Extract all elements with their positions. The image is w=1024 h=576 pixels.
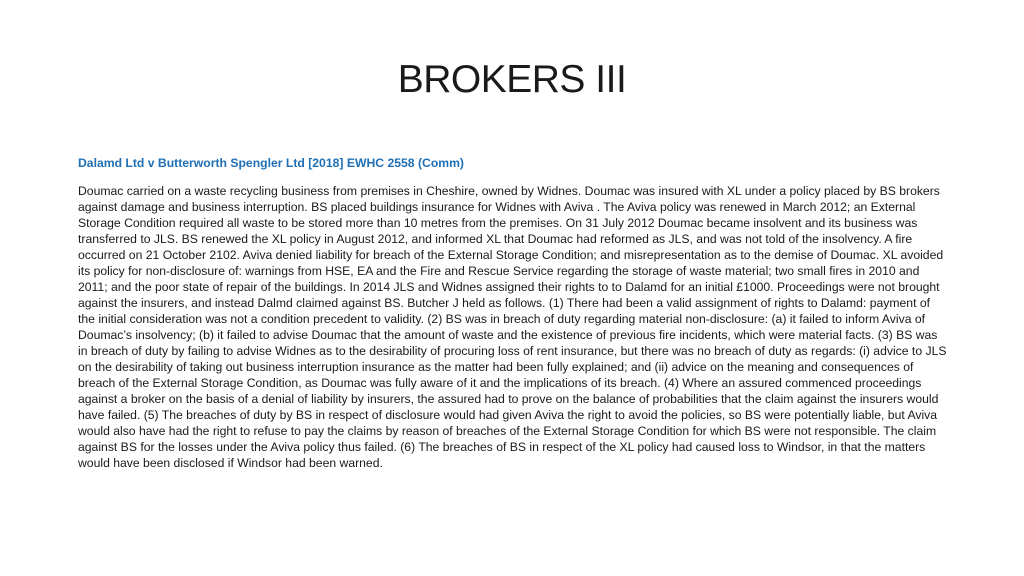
case-citation-heading: Dalamd Ltd v Butterworth Spengler Ltd [2018] EWHC 2558 (Comm) xyxy=(78,156,464,170)
slide-title: BROKERS III xyxy=(397,58,627,101)
case-summary-paragraph: Doumac carried on a waste recycling business from premises in Cheshire, owned by Widnes. Doumac was insured with XL under a policy placed by BS brokers against damage and business interruption. BS placed buildings insurance for Widnes with Aviva . The Aviva policy was renewed in March 2012; an External Storage Condition required all waste to be stored more than 10 metres from the premises. On 31 July 2012 Doumac became insolvent and its business was transferred to JLS. BS renewed the XL policy in August 2012, and informed XL that Doumac had reformed as JLS, and was not told of the insolvency. A fire occurred on 21 October 2102. Aviva denied liability for breach of the External Storage Condition; and misrepresentation as to the demise of Doumac. XL avoided its policy for non-disclosure of: warnings from HSE, EA and the Fire and Rescue Service regarding the storage of waste material; two small fires in 2010 and 2011; and the poor state of repair of the buildings. In 2014 JLS and Widnes assigned their rights to to Dalamd for an initial £1000. Proceedings were not brought against the insurers, and instead Dalmd claimed against BS. Butcher J held as follows. (1) There had been a valid assignment of rights to Dalamd: payment of the initial consideration was not a condition precedent to validity. (2) BS was in breach of duty regarding material non-disclosure: (a) it failed to inform Aviva of Doumac’s insolvency; (b) it failed to advise Doumac that the amount of waste and the existence of previous fire incidents, which were material facts. (3) BS was in breach of duty by failing to advise Widnes as to the desirability of procuring loss of rent insurance, but there was no breach of duty as regards: (i) advice to JLS on the desirability of taking out business interruption insurance as the matter had been fully explained; and (ii) advice on the meaning and consequences of breach of the External Storage Condition, as Doumac was fully aware of it and the implications of its breach. (4) Where an assured commenced proceedings against a broker on the basis of a denial of liability by insurers, the assured had to prove on the balance of probabilities that the claim against the insurers would have failed. (5) The breaches of duty by BS in respect of disclosure would had given Aviva the right to avoid the policies, so BS were potentially liable, but Aviva would also have had the right to refuse to pay the claims by reason of breaches of the External Storage Condition for which BS were not responsible. The claim against BS for the losses under the Aviva policy thus failed. (6) The breaches of BS in respect of the XL policy had caused loss to Windsor, in that the matters would have been disclosed if Windsor had been warned. xyxy=(78,184,947,470)
